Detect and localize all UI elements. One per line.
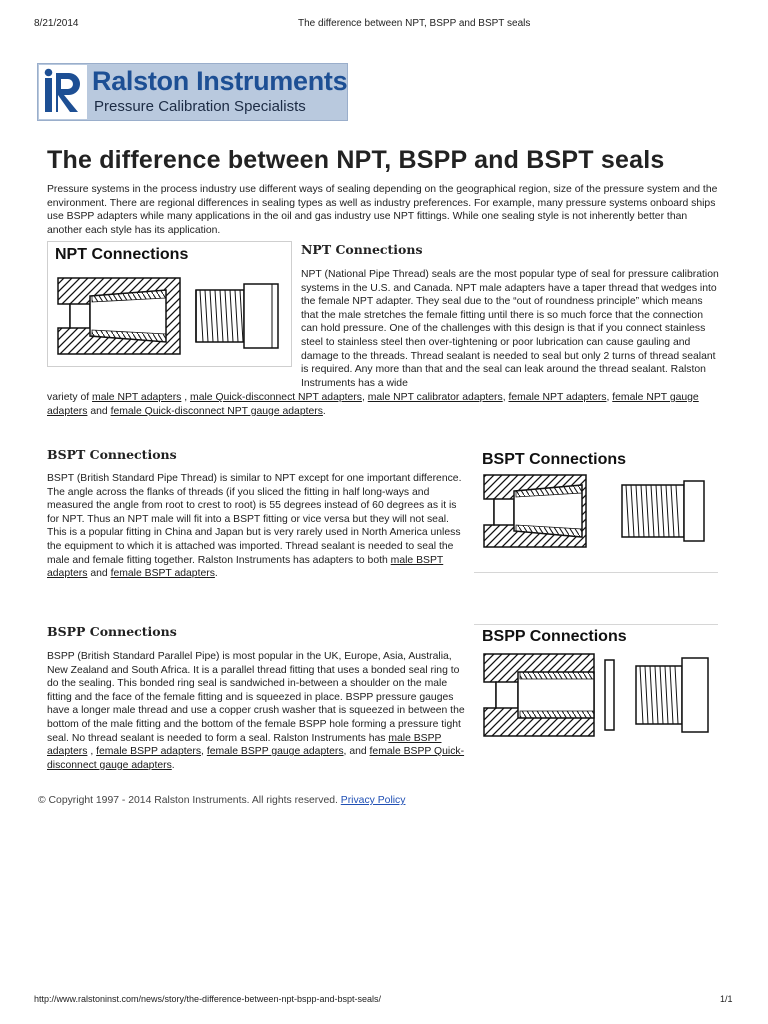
privacy-policy-link[interactable]: Privacy Policy — [340, 795, 406, 806]
link-male-npt-adapters[interactable]: male NPT adapters — [92, 392, 182, 403]
bspp-heading: BSPP Connections — [47, 624, 177, 639]
bspp-female-fitting-icon — [484, 654, 594, 736]
bspp-figure — [474, 626, 718, 746]
period: . — [214, 568, 218, 580]
bspt-male-fitting-icon — [622, 481, 704, 541]
separator: , — [181, 392, 191, 403]
bspp-divider — [474, 624, 718, 625]
separator: , — [606, 392, 613, 403]
bspp-male-fitting-icon — [636, 658, 708, 732]
npt-male-fitting-icon — [196, 284, 278, 348]
company-logo[interactable] — [37, 63, 348, 121]
bspt-paragraph — [47, 472, 467, 581]
npt-heading: NPT Connections — [301, 242, 423, 257]
link-female-bspt-adapters[interactable]: female BSPT adapters — [110, 568, 215, 580]
logo-tagline: Pressure Calibration Specialists — [94, 98, 306, 115]
bspt-divider — [474, 572, 718, 573]
bspp-text: BSPP (British Standard Parallel Pipe) is most popular in the UK, Europe, Asia, Australia, New Zealand and South Africa. It is a parallel thread fitting that uses a bonded seal ring to do the sealing. This bonded ring seal is sandwiched in-between a shoulder on the male fitting and the face of the female fitting and is squeezed in place. BSPP pressure gauges have a longer male thread and use a copper crush washer that is squeezed in between the bottom of the male fitting and the bottom of the female BSPP hole forming a pressure tight seal. No thread sealant is needed to form a seal. Ralston Instruments has — [47, 651, 465, 744]
npt-female-fitting-icon — [58, 278, 180, 354]
link-male-bspt-adapters[interactable]: male BSPT adapters — [47, 554, 444, 580]
bspt-female-fitting-icon — [484, 475, 586, 547]
separator: , and — [343, 746, 370, 758]
npt-figure-title: NPT Connections — [55, 246, 189, 263]
bspt-figure — [474, 447, 718, 573]
print-page-number: 1/1 — [720, 994, 733, 1004]
separator: and — [87, 405, 111, 417]
print-title: The difference between NPT, BSPP and BSPT seals — [298, 18, 531, 29]
npt-figure — [47, 241, 292, 367]
link-male-qd-npt-adapters[interactable]: male Quick-disconnect NPT adapters — [190, 392, 362, 403]
separator: , — [87, 746, 97, 758]
separator: , — [201, 746, 207, 758]
copyright-text: © Copyright 1997 - 2014 Ralston Instruments. All rights reserved. — [38, 795, 341, 806]
npt-links-paragraph — [47, 391, 722, 418]
link-female-bspp-adapters[interactable]: female BSPP adapters — [96, 746, 202, 758]
bonded-seal-ring-icon — [605, 660, 614, 730]
copyright-line — [38, 795, 405, 806]
print-date: 8/21/2014 — [34, 18, 79, 29]
intro-paragraph: Pressure systems in the process industry use different ways of sealing depending on the geographical region, size of the pressure system and the environment. There are regional differences in sealing types as well as industry preferences. For example, many pressure systems onboard ships use BSPP adapters while many applications in the oil and gas industry use NPT fittings. While one sealing style is not inherently better than another each style has its application. — [47, 184, 718, 236]
period: . — [171, 759, 175, 771]
npt-links-prefix: variety of — [47, 392, 93, 403]
bspp-figure-title: BSPP Connections — [482, 628, 627, 645]
link-female-bspp-qd-gauge-adapters[interactable]: female BSPP Quick-disconnect gauge adapters — [47, 746, 465, 771]
link-female-qd-npt-gauge-adapters[interactable]: female Quick-disconnect NPT gauge adapters — [110, 405, 323, 417]
ri-logo-icon — [39, 65, 87, 119]
link-male-bspp-adapters[interactable]: male BSPP adapters — [47, 732, 442, 758]
bspt-heading: BSPT Connections — [47, 447, 177, 462]
npt-paragraph: NPT (National Pipe Thread) seals are the most popular type of seal for pressure calibration systems in the U.S. and Canada. NPT male adapters have a taper thread that wedges into the female NPT adapter. They seal due to the “out of roundness principle” which means that the male stretches the female fitting until there is so much force that the connection can hold pressure. One of the challenges with this design is that if you connect stainless steel to stainless steel then over-tightening or poor lubrication can cause gauling and damage to the threads. Thread sealant is needed to seal but only 2 turns of thread sealant is required. Any more than that and the seal can leak around the thread sealant. Ralston Instruments has a wide — [301, 269, 719, 389]
link-female-npt-adapters[interactable]: female NPT adapters — [508, 392, 607, 403]
separator: , — [361, 392, 368, 403]
bspt-figure-title: BSPT Connections — [482, 451, 627, 468]
period: . — [322, 405, 326, 417]
bspp-paragraph — [47, 650, 467, 772]
article-title: The difference between NPT, BSPP and BSPT seals — [47, 146, 665, 174]
print-url: http://www.ralstoninst.com/news/story/the-difference-between-npt-bspp-and-bspt-seals/ — [34, 994, 381, 1004]
separator: , — [502, 392, 509, 403]
separator: and — [87, 568, 111, 580]
link-male-npt-calibrator-adapters[interactable]: male NPT calibrator adapters — [367, 392, 503, 403]
link-female-npt-gauge-adapters[interactable]: female NPT gauge adapters — [47, 392, 699, 417]
logo-company-name: Ralston Instruments — [92, 66, 348, 96]
bspt-text: BSPT (British Standard Pipe Thread) is similar to NPT except for one important difference. The angle across the flanks of threads (if you sliced the fitting in half long-ways and measured the angle from root to crest to root) is 55 degrees instead of 60 degrees as it is for NPT. Thus an NPT male will fit into a BSPT fitting or vice versa but they will not seal. This is a popular fitting in China and Japan but is very rarely used in North America unless the equipment to which it is attached was imported. Thread sealant is needed to seal the male and female fitting together. Ralston Instruments has adapters to both — [47, 473, 462, 566]
link-female-bspp-gauge-adapters[interactable]: female BSPP gauge adapters — [206, 746, 344, 758]
